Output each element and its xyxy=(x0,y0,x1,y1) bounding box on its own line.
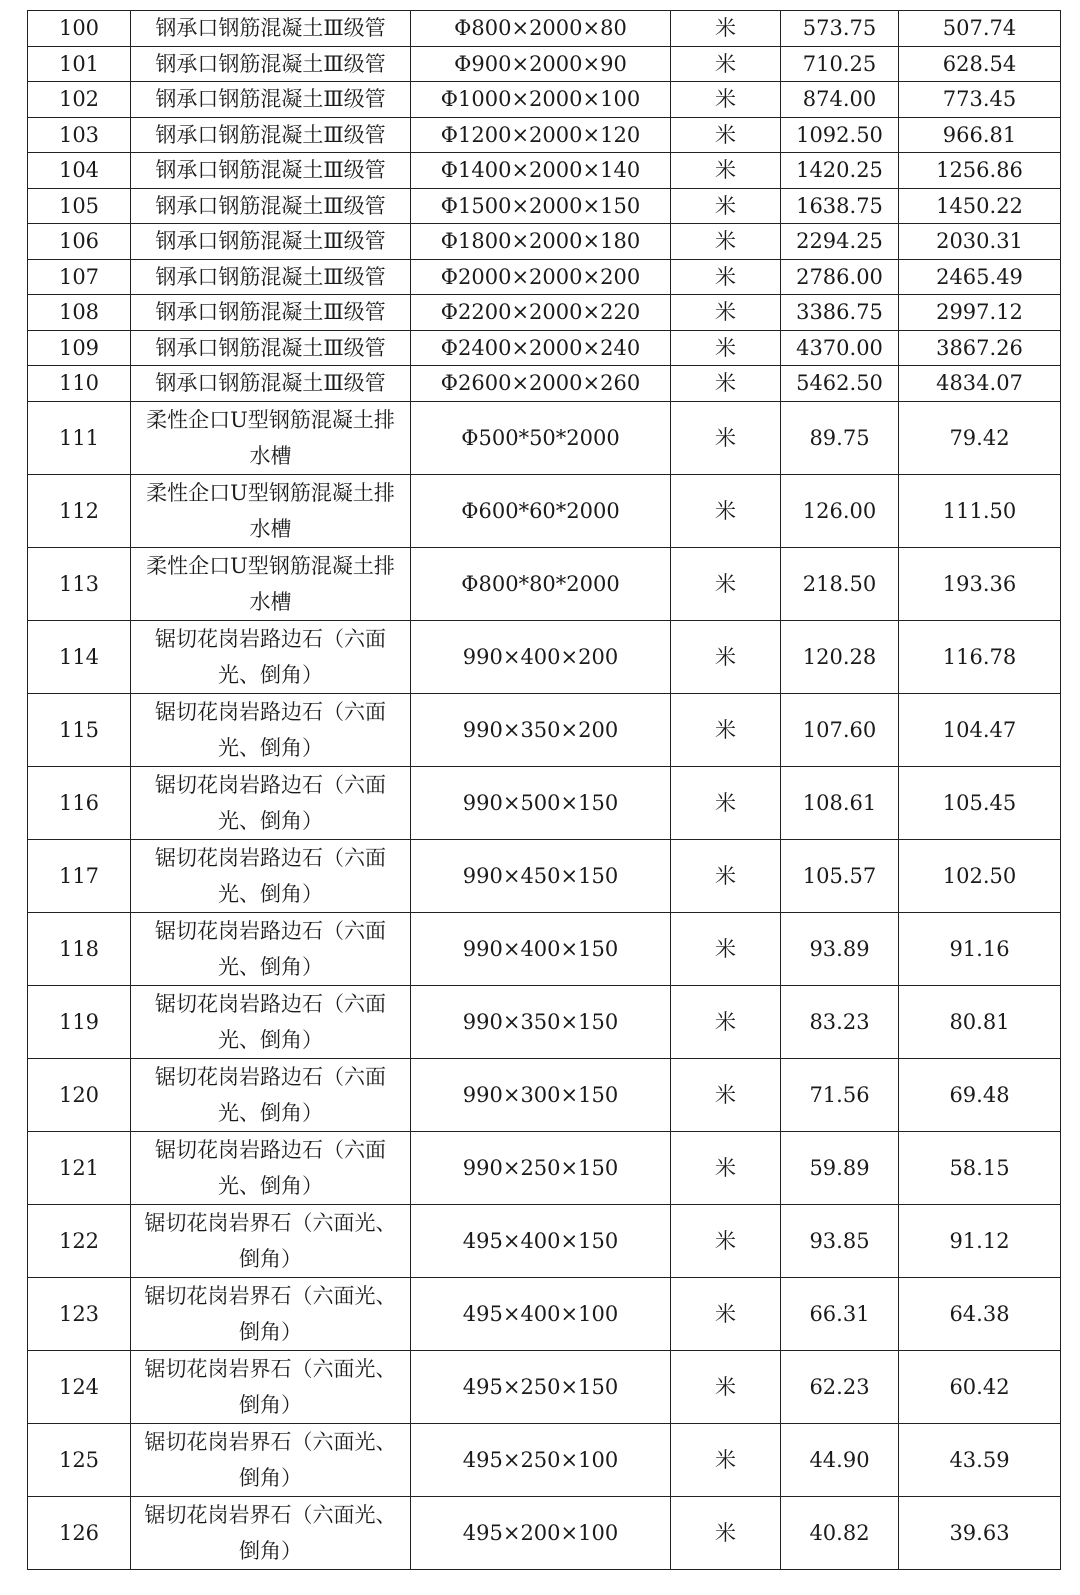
price-1-cell: 71.56 xyxy=(781,1058,899,1131)
table-row xyxy=(28,330,1061,366)
table-row xyxy=(28,1277,1061,1350)
price-1-cell: 5462.50 xyxy=(781,366,899,402)
table-row xyxy=(28,11,1061,47)
price-1-cell: 40.82 xyxy=(781,1496,899,1569)
price-2-cell: 79.42 xyxy=(899,401,1061,474)
item-name-cell: 柔性企口U型钢筋混凝土排水槽 xyxy=(131,401,411,474)
row-number-cell: 126 xyxy=(28,1496,131,1569)
price-1-cell: 4370.00 xyxy=(781,330,899,366)
unit-cell: 米 xyxy=(671,46,781,82)
row-number-cell: 108 xyxy=(28,295,131,331)
item-name-cell: 钢承口钢筋混凝土Ⅲ级管 xyxy=(131,11,411,47)
table-row xyxy=(28,401,1061,474)
item-name-cell: 锯切花岗岩路边石（六面光、倒角） xyxy=(131,766,411,839)
spec-cell: Φ1800×2000×180 xyxy=(411,224,671,260)
unit-cell: 米 xyxy=(671,1350,781,1423)
price-2-cell: 64.38 xyxy=(899,1277,1061,1350)
item-name-cell: 锯切花岗岩界石（六面光、倒角） xyxy=(131,1277,411,1350)
row-number-cell: 122 xyxy=(28,1204,131,1277)
unit-cell: 米 xyxy=(671,330,781,366)
table-row xyxy=(28,1350,1061,1423)
item-name-cell: 锯切花岗岩路边石（六面光、倒角） xyxy=(131,839,411,912)
price-1-cell: 710.25 xyxy=(781,46,899,82)
row-number-cell: 112 xyxy=(28,474,131,547)
unit-cell: 米 xyxy=(671,547,781,620)
spec-cell: 990×350×200 xyxy=(411,693,671,766)
price-1-cell: 62.23 xyxy=(781,1350,899,1423)
unit-cell: 米 xyxy=(671,912,781,985)
table-row xyxy=(28,82,1061,118)
spec-cell: 495×200×100 xyxy=(411,1496,671,1569)
table-row xyxy=(28,1131,1061,1204)
spec-cell: Φ600*60*2000 xyxy=(411,474,671,547)
price-1-cell: 44.90 xyxy=(781,1423,899,1496)
price-table xyxy=(27,10,1061,1570)
table-row xyxy=(28,985,1061,1058)
spec-cell: Φ1200×2000×120 xyxy=(411,117,671,153)
spec-cell: 990×400×200 xyxy=(411,620,671,693)
table-row xyxy=(28,1496,1061,1569)
table-row xyxy=(28,366,1061,402)
row-number-cell: 114 xyxy=(28,620,131,693)
price-1-cell: 93.85 xyxy=(781,1204,899,1277)
row-number-cell: 109 xyxy=(28,330,131,366)
price-1-cell: 126.00 xyxy=(781,474,899,547)
table-row xyxy=(28,839,1061,912)
item-name-cell: 钢承口钢筋混凝土Ⅲ级管 xyxy=(131,153,411,189)
unit-cell: 米 xyxy=(671,1058,781,1131)
spec-cell: 990×250×150 xyxy=(411,1131,671,1204)
price-1-cell: 573.75 xyxy=(781,11,899,47)
item-name-cell: 钢承口钢筋混凝土Ⅲ级管 xyxy=(131,330,411,366)
price-2-cell: 2997.12 xyxy=(899,295,1061,331)
unit-cell: 米 xyxy=(671,295,781,331)
price-2-cell: 111.50 xyxy=(899,474,1061,547)
table-row xyxy=(28,1204,1061,1277)
spec-cell: 990×450×150 xyxy=(411,839,671,912)
spec-cell: Φ1500×2000×150 xyxy=(411,188,671,224)
item-name-cell: 柔性企口U型钢筋混凝土排水槽 xyxy=(131,474,411,547)
price-1-cell: 1638.75 xyxy=(781,188,899,224)
table-row xyxy=(28,912,1061,985)
table-row xyxy=(28,766,1061,839)
table-row xyxy=(28,259,1061,295)
spec-cell: 495×250×150 xyxy=(411,1350,671,1423)
price-2-cell: 43.59 xyxy=(899,1423,1061,1496)
price-2-cell: 116.78 xyxy=(899,620,1061,693)
spec-cell: 990×400×150 xyxy=(411,912,671,985)
price-1-cell: 107.60 xyxy=(781,693,899,766)
price-2-cell: 69.48 xyxy=(899,1058,1061,1131)
spec-cell: 495×250×100 xyxy=(411,1423,671,1496)
price-1-cell: 105.57 xyxy=(781,839,899,912)
table-row xyxy=(28,295,1061,331)
unit-cell: 米 xyxy=(671,620,781,693)
item-name-cell: 钢承口钢筋混凝土Ⅲ级管 xyxy=(131,259,411,295)
unit-cell: 米 xyxy=(671,11,781,47)
price-1-cell: 1420.25 xyxy=(781,153,899,189)
spec-cell: 990×350×150 xyxy=(411,985,671,1058)
item-name-cell: 锯切花岗岩路边石（六面光、倒角） xyxy=(131,693,411,766)
item-name-cell: 柔性企口U型钢筋混凝土排水槽 xyxy=(131,547,411,620)
unit-cell: 米 xyxy=(671,985,781,1058)
unit-cell: 米 xyxy=(671,117,781,153)
spec-cell: Φ900×2000×90 xyxy=(411,46,671,82)
unit-cell: 米 xyxy=(671,224,781,260)
price-1-cell: 108.61 xyxy=(781,766,899,839)
item-name-cell: 钢承口钢筋混凝土Ⅲ级管 xyxy=(131,82,411,118)
price-1-cell: 93.89 xyxy=(781,912,899,985)
unit-cell: 米 xyxy=(671,188,781,224)
unit-cell: 米 xyxy=(671,401,781,474)
row-number-cell: 106 xyxy=(28,224,131,260)
row-number-cell: 120 xyxy=(28,1058,131,1131)
unit-cell: 米 xyxy=(671,1204,781,1277)
price-2-cell: 966.81 xyxy=(899,117,1061,153)
item-name-cell: 锯切花岗岩界石（六面光、倒角） xyxy=(131,1350,411,1423)
item-name-cell: 锯切花岗岩路边石（六面光、倒角） xyxy=(131,1058,411,1131)
spec-cell: Φ800*80*2000 xyxy=(411,547,671,620)
row-number-cell: 118 xyxy=(28,912,131,985)
price-1-cell: 2786.00 xyxy=(781,259,899,295)
row-number-cell: 123 xyxy=(28,1277,131,1350)
item-name-cell: 钢承口钢筋混凝土Ⅲ级管 xyxy=(131,366,411,402)
price-2-cell: 102.50 xyxy=(899,839,1061,912)
row-number-cell: 115 xyxy=(28,693,131,766)
price-2-cell: 80.81 xyxy=(899,985,1061,1058)
price-1-cell: 83.23 xyxy=(781,985,899,1058)
price-1-cell: 1092.50 xyxy=(781,117,899,153)
price-1-cell: 120.28 xyxy=(781,620,899,693)
unit-cell: 米 xyxy=(671,693,781,766)
price-2-cell: 104.47 xyxy=(899,693,1061,766)
spec-cell: 495×400×150 xyxy=(411,1204,671,1277)
price-1-cell: 2294.25 xyxy=(781,224,899,260)
price-2-cell: 507.74 xyxy=(899,11,1061,47)
row-number-cell: 119 xyxy=(28,985,131,1058)
price-2-cell: 39.63 xyxy=(899,1496,1061,1569)
row-number-cell: 107 xyxy=(28,259,131,295)
unit-cell: 米 xyxy=(671,153,781,189)
table-row xyxy=(28,224,1061,260)
row-number-cell: 103 xyxy=(28,117,131,153)
row-number-cell: 102 xyxy=(28,82,131,118)
price-1-cell: 3386.75 xyxy=(781,295,899,331)
item-name-cell: 锯切花岗岩界石（六面光、倒角） xyxy=(131,1204,411,1277)
spec-cell: Φ2600×2000×260 xyxy=(411,366,671,402)
price-2-cell: 58.15 xyxy=(899,1131,1061,1204)
spec-cell: Φ800×2000×80 xyxy=(411,11,671,47)
price-1-cell: 66.31 xyxy=(781,1277,899,1350)
unit-cell: 米 xyxy=(671,1496,781,1569)
row-number-cell: 111 xyxy=(28,401,131,474)
item-name-cell: 锯切花岗岩路边石（六面光、倒角） xyxy=(131,912,411,985)
row-number-cell: 113 xyxy=(28,547,131,620)
price-2-cell: 773.45 xyxy=(899,82,1061,118)
table-row xyxy=(28,1058,1061,1131)
row-number-cell: 125 xyxy=(28,1423,131,1496)
item-name-cell: 钢承口钢筋混凝土Ⅲ级管 xyxy=(131,224,411,260)
price-2-cell: 193.36 xyxy=(899,547,1061,620)
item-name-cell: 钢承口钢筋混凝土Ⅲ级管 xyxy=(131,188,411,224)
table-row xyxy=(28,474,1061,547)
price-2-cell: 60.42 xyxy=(899,1350,1061,1423)
price-1-cell: 59.89 xyxy=(781,1131,899,1204)
item-name-cell: 钢承口钢筋混凝土Ⅲ级管 xyxy=(131,46,411,82)
row-number-cell: 104 xyxy=(28,153,131,189)
item-name-cell: 钢承口钢筋混凝土Ⅲ级管 xyxy=(131,295,411,331)
unit-cell: 米 xyxy=(671,1131,781,1204)
row-number-cell: 100 xyxy=(28,11,131,47)
table-row xyxy=(28,117,1061,153)
spec-cell: Φ2400×2000×240 xyxy=(411,330,671,366)
table-row xyxy=(28,620,1061,693)
item-name-cell: 锯切花岗岩路边石（六面光、倒角） xyxy=(131,985,411,1058)
spec-cell: 495×400×100 xyxy=(411,1277,671,1350)
price-2-cell: 3867.26 xyxy=(899,330,1061,366)
row-number-cell: 101 xyxy=(28,46,131,82)
unit-cell: 米 xyxy=(671,1277,781,1350)
spec-cell: 990×300×150 xyxy=(411,1058,671,1131)
price-2-cell: 4834.07 xyxy=(899,366,1061,402)
unit-cell: 米 xyxy=(671,259,781,295)
unit-cell: 米 xyxy=(671,766,781,839)
table-row xyxy=(28,188,1061,224)
item-name-cell: 钢承口钢筋混凝土Ⅲ级管 xyxy=(131,117,411,153)
price-1-cell: 218.50 xyxy=(781,547,899,620)
unit-cell: 米 xyxy=(671,82,781,118)
price-2-cell: 105.45 xyxy=(899,766,1061,839)
unit-cell: 米 xyxy=(671,474,781,547)
row-number-cell: 124 xyxy=(28,1350,131,1423)
unit-cell: 米 xyxy=(671,366,781,402)
table-body xyxy=(28,11,1061,1570)
spec-cell: Φ1000×2000×100 xyxy=(411,82,671,118)
row-number-cell: 105 xyxy=(28,188,131,224)
spec-cell: Φ2000×2000×200 xyxy=(411,259,671,295)
row-number-cell: 121 xyxy=(28,1131,131,1204)
table-row xyxy=(28,153,1061,189)
spec-cell: Φ1400×2000×140 xyxy=(411,153,671,189)
table-row xyxy=(28,547,1061,620)
item-name-cell: 锯切花岗岩界石（六面光、倒角） xyxy=(131,1423,411,1496)
unit-cell: 米 xyxy=(671,1423,781,1496)
row-number-cell: 117 xyxy=(28,839,131,912)
row-number-cell: 110 xyxy=(28,366,131,402)
table-row xyxy=(28,46,1061,82)
price-2-cell: 628.54 xyxy=(899,46,1061,82)
item-name-cell: 锯切花岗岩路边石（六面光、倒角） xyxy=(131,620,411,693)
price-1-cell: 874.00 xyxy=(781,82,899,118)
spec-cell: 990×500×150 xyxy=(411,766,671,839)
item-name-cell: 锯切花岗岩路边石（六面光、倒角） xyxy=(131,1131,411,1204)
item-name-cell: 锯切花岗岩界石（六面光、倒角） xyxy=(131,1496,411,1569)
price-table-page xyxy=(27,10,1060,1570)
row-number-cell: 116 xyxy=(28,766,131,839)
price-2-cell: 2030.31 xyxy=(899,224,1061,260)
price-2-cell: 2465.49 xyxy=(899,259,1061,295)
table-row xyxy=(28,693,1061,766)
table-row xyxy=(28,1423,1061,1496)
price-1-cell: 89.75 xyxy=(781,401,899,474)
price-2-cell: 1450.22 xyxy=(899,188,1061,224)
price-2-cell: 91.12 xyxy=(899,1204,1061,1277)
spec-cell: Φ2200×2000×220 xyxy=(411,295,671,331)
unit-cell: 米 xyxy=(671,839,781,912)
spec-cell: Φ500*50*2000 xyxy=(411,401,671,474)
price-2-cell: 1256.86 xyxy=(899,153,1061,189)
price-2-cell: 91.16 xyxy=(899,912,1061,985)
